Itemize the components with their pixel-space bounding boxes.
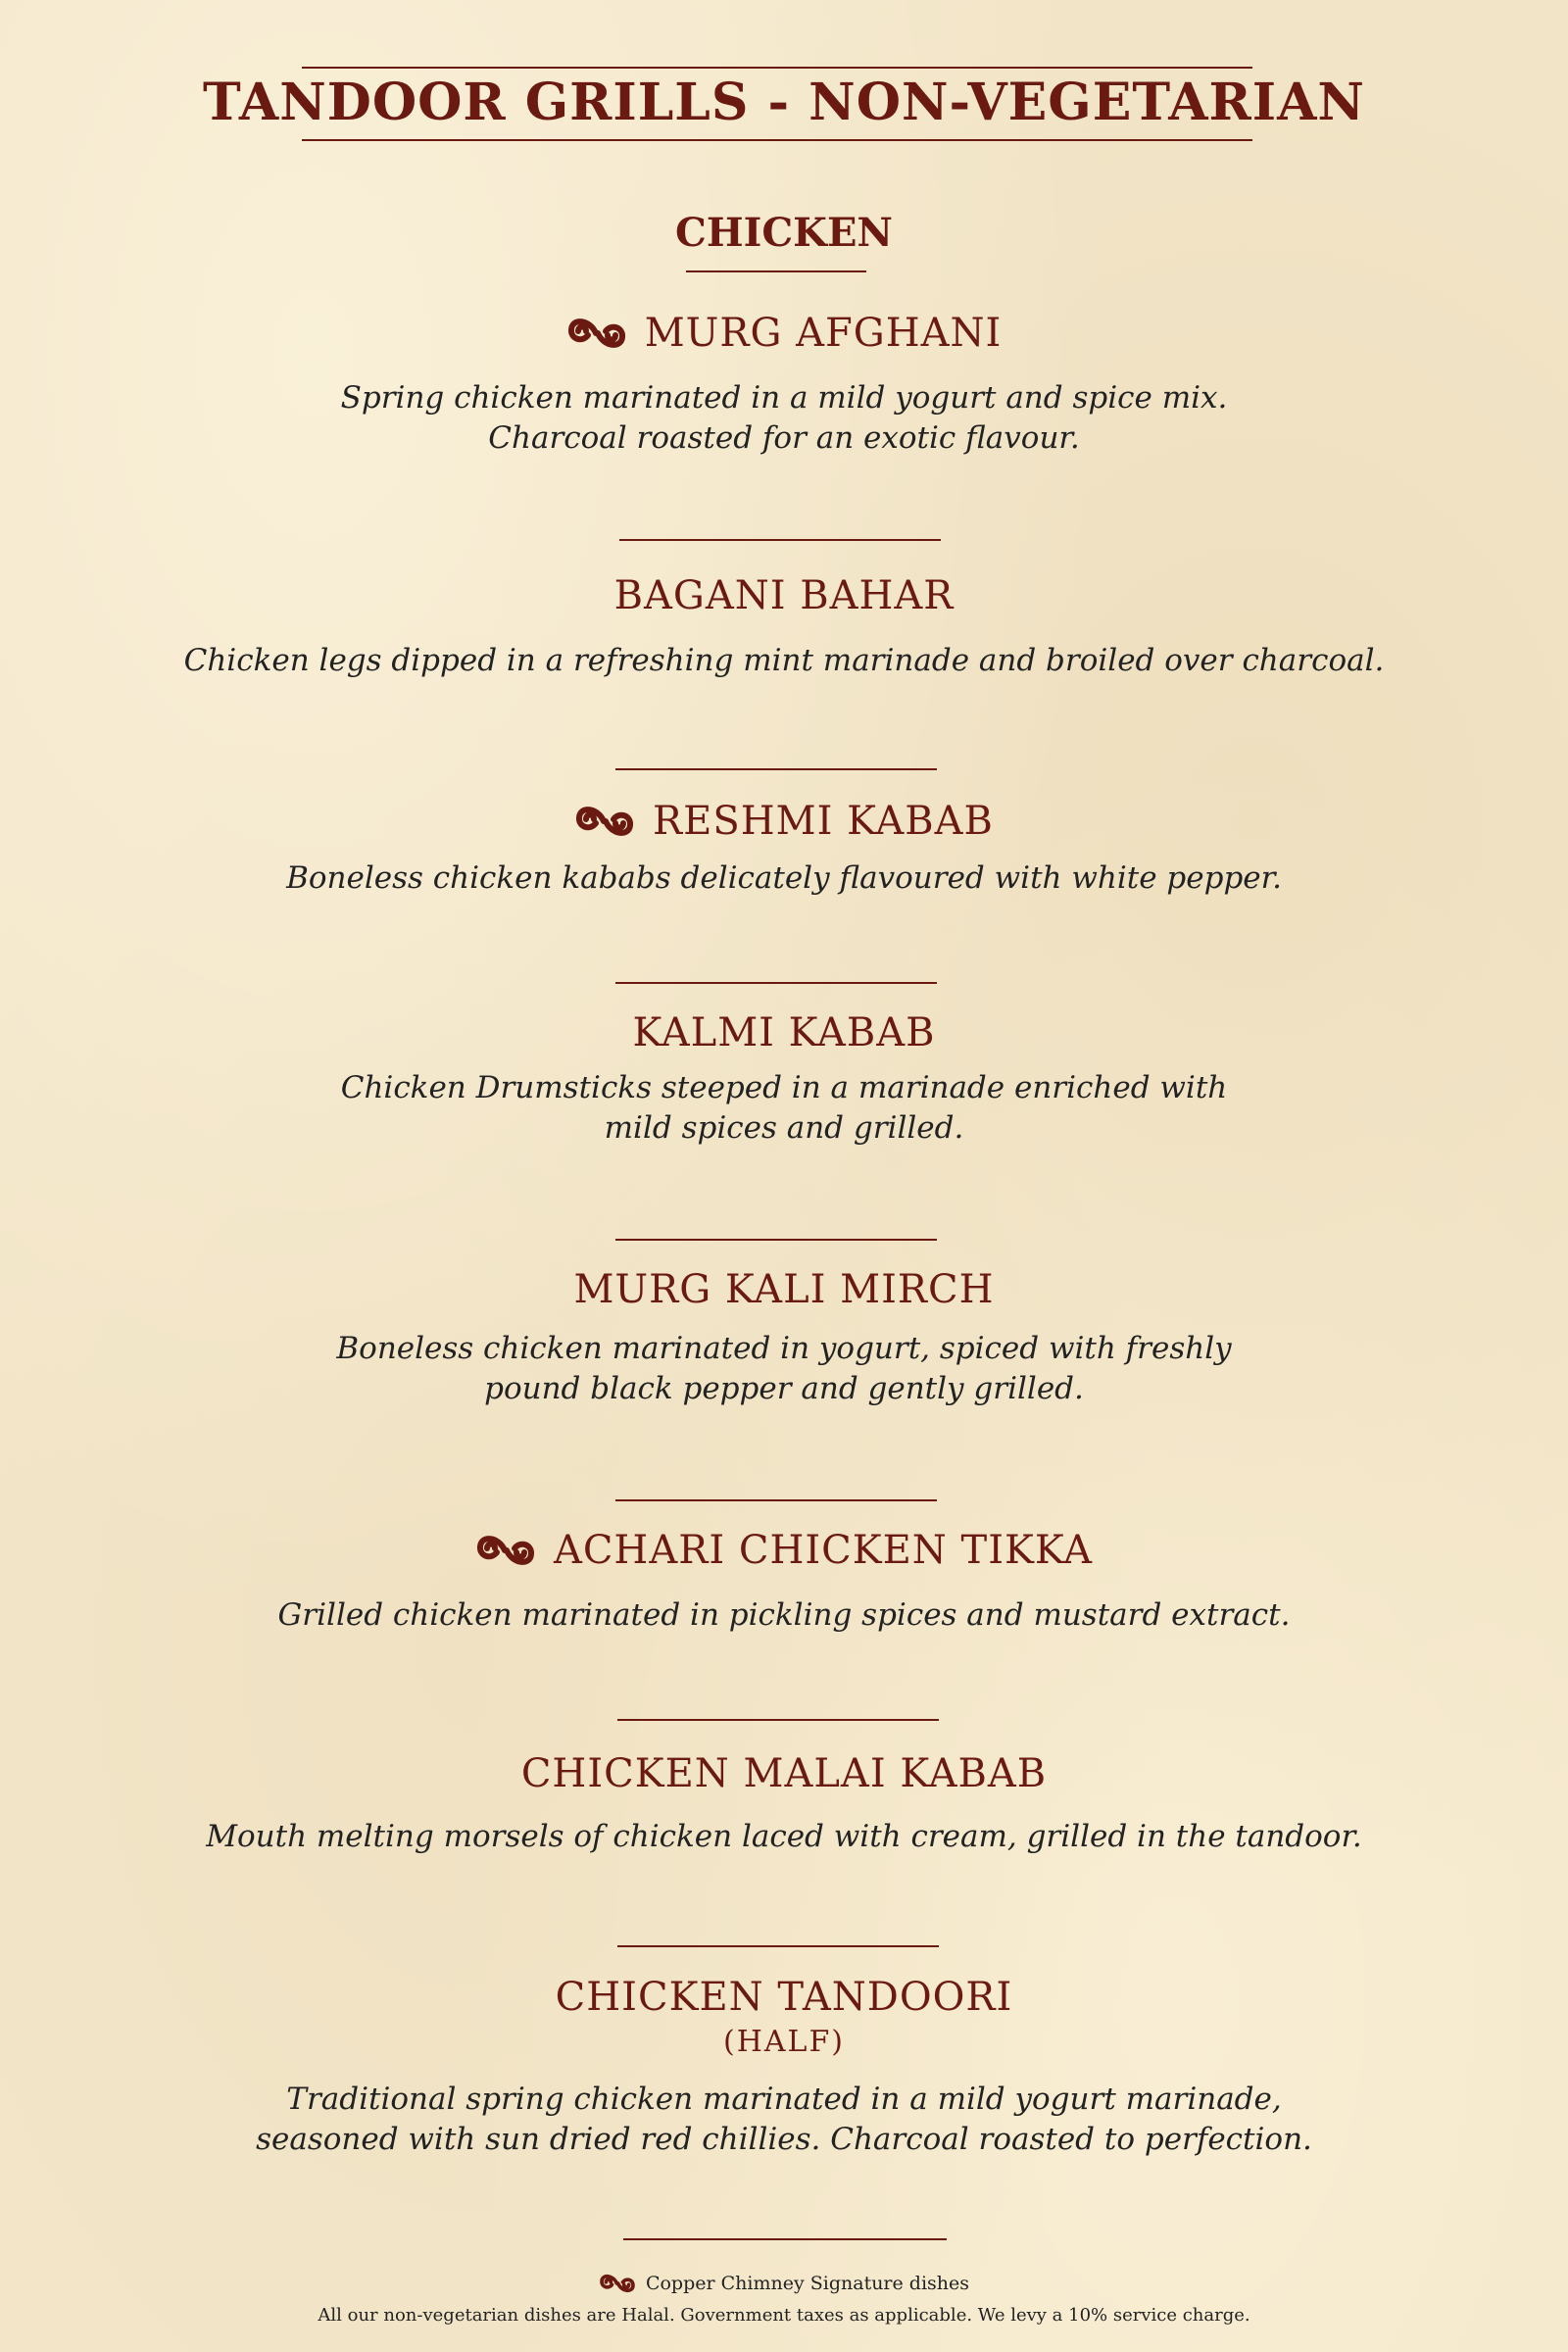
section-title: CHICKEN [675, 210, 893, 256]
dish-description [0, 858, 1568, 899]
dish-divider [615, 1239, 937, 1241]
dish-name-achari-chicken-tikka [0, 1523, 1568, 1578]
dish-name-murg-kali-mirch [0, 1262, 1568, 1317]
dish-name-text: ACHARI CHICKEN TIKKA [553, 1528, 1094, 1573]
signature-swirl-icon [574, 802, 635, 841]
description-line: Boneless chicken marinated in yogurt, spiced with freshly [336, 1331, 1232, 1366]
dish-description [0, 1068, 1568, 1149]
description-line: Chicken Drumsticks steeped in a marinade enriched with [340, 1070, 1228, 1105]
page-title: TANDOOR GRILLS - NON-VEGETARIAN [203, 73, 1365, 132]
dish-description [0, 1329, 1568, 1409]
description-line: seasoned with sun dried red chillies. Charcoal roasted to perfection. [256, 2122, 1312, 2157]
signature-legend [0, 2269, 1568, 2298]
dish-name-text: RESHMI KABAB [653, 799, 994, 844]
description-line: Charcoal roasted for an exotic flavour. [488, 420, 1080, 456]
dish-name-reshmi-kabab [0, 794, 1568, 849]
dish-name-chicken-malai-kabab [0, 1746, 1568, 1801]
dish-name-text: KALMI KABAB [632, 1010, 936, 1055]
dish-divider [615, 1499, 937, 1501]
dish-name-text: BAGANI BAHAR [613, 573, 955, 618]
dish-name-text: CHICKEN TANDOORI [555, 1975, 1013, 2020]
dish-divider [617, 1945, 939, 1947]
dish-description [0, 1817, 1568, 1857]
dish-description [0, 2080, 1568, 2160]
signature-swirl-icon [566, 314, 627, 353]
signature-legend-text: Copper Chimney Signature dishes [645, 2273, 970, 2294]
description-line: Traditional spring chicken marinated in a mild yogurt marinade, [286, 2082, 1282, 2117]
header-rule-bottom [302, 139, 1252, 141]
dish-name-text: MURG KALI MIRCH [573, 1267, 995, 1312]
dish-description [0, 1595, 1568, 1636]
description-line: mild spices and grilled. [604, 1110, 964, 1146]
description-line: Spring chicken marinated in a mild yogurt and spice mix. [340, 380, 1228, 416]
footer-divider [623, 2238, 947, 2240]
dish-portion: (HALF) [723, 2025, 845, 2059]
dish-name-kalmi-kabab [0, 1005, 1568, 1060]
description-line: Mouth melting morsels of chicken laced with cream, grilled in the tandoor. [206, 1819, 1362, 1854]
dish-divider [615, 768, 937, 770]
dish-divider [617, 1719, 939, 1721]
signature-swirl-icon [599, 2271, 636, 2296]
section-rule [686, 270, 866, 272]
dish-name-bagani-bahar [0, 568, 1568, 623]
dish-name-text: CHICKEN MALAI KABAB [520, 1751, 1048, 1796]
dish-divider [619, 539, 941, 541]
dish-description [0, 641, 1568, 681]
description-line: Grilled chicken marinated in pickling spices and mustard extract. [277, 1597, 1291, 1633]
dish-name-chicken-tandoori [0, 1970, 1568, 2025]
dish-name-murg-afghani [0, 306, 1568, 361]
dish-divider [615, 982, 937, 984]
dish-name-text: MURG AFGHANI [644, 311, 1003, 356]
description-line: Chicken legs dipped in a refreshing mint marinade and broiled over charcoal. [183, 643, 1385, 678]
description-line: pound black pepper and gently grilled. [484, 1371, 1084, 1406]
description-line: Boneless chicken kababs delicately flavoured with white pepper. [286, 860, 1282, 896]
dish-description [0, 378, 1568, 459]
signature-swirl-icon [475, 1531, 536, 1570]
footer-note: All our non-vegetarian dishes are Halal. Government taxes as applicable. We levy a 10% service charge. [318, 2305, 1250, 2326]
